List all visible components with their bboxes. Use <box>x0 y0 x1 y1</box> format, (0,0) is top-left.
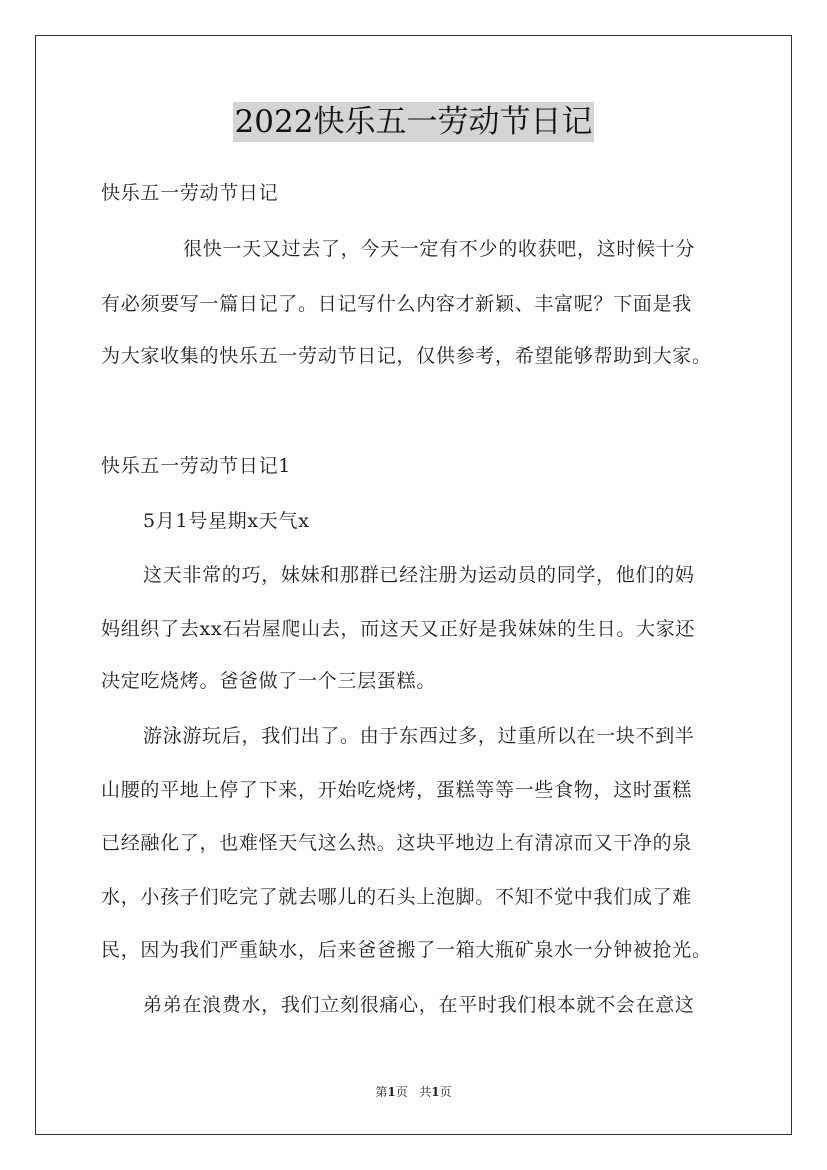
paragraph3-line-1: 弟弟在浪费水，我们立刻很痛心，在平时我们根本就不会在意这 <box>143 994 695 1016</box>
footer-page-prefix: 第 <box>375 1085 388 1099</box>
paragraph1-line-1: 这天非常的巧，妹妹和那群已经注册为运动员的同学，他们的妈 <box>143 564 695 586</box>
date-line: 5月1号星期x天气x <box>143 510 310 532</box>
page-footer <box>0 1084 827 1100</box>
paragraph1-line-3: 决定吃烧烤。爸爸做了一个三层蛋糕。 <box>101 670 436 692</box>
footer-page-number: 1 <box>387 1085 396 1099</box>
footer-total-suffix: 页 <box>439 1085 452 1099</box>
section-heading: 快乐五一劳动节日记1 <box>101 455 292 477</box>
paragraph2-line-2: 山腰的平地上停了下来，开始吃烧烤，蛋糕等等一些食物，这时蛋糕 <box>101 779 693 801</box>
footer-page-suffix: 页 <box>395 1085 408 1099</box>
footer-total-number: 1 <box>431 1085 440 1099</box>
footer-total-prefix: 共 <box>419 1085 432 1099</box>
document-subtitle: 快乐五一劳动节日记 <box>101 182 279 204</box>
document-title: 2022快乐五一劳动节日记 <box>234 104 593 140</box>
paragraph2-line-1: 游泳游玩后，我们出了。由于东西过多，过重所以在一块不到半 <box>143 725 695 747</box>
paragraph2-line-3: 已经融化了，也难怪天气这么热。这块平地边上有清凉而又干净的泉 <box>101 832 693 854</box>
paragraph2-line-4: 水，小孩子们吃完了就去哪儿的石头上泡脚。不知不觉中我们成了难 <box>101 886 693 908</box>
intro-line-1: 很快一天又过去了，今天一定有不少的收获吧，这时候十分 <box>183 238 696 260</box>
title-container <box>0 102 827 142</box>
paragraph2-line-5: 民，因为我们严重缺水，后来爸爸搬了一箱大瓶矿泉水一分钟被抢光。 <box>101 939 712 961</box>
intro-line-2: 有必须要写一篇日记了。日记写什么内容才新颖、丰富呢？下面是我 <box>101 293 693 315</box>
intro-line-3: 为大家收集的快乐五一劳动节日记，仅供参考，希望能够帮助到大家。 <box>101 345 712 367</box>
paragraph1-line-2: 妈组织了去xx石岩屋爬山去，而这天又正好是我妹妹的生日。大家还 <box>101 618 696 640</box>
